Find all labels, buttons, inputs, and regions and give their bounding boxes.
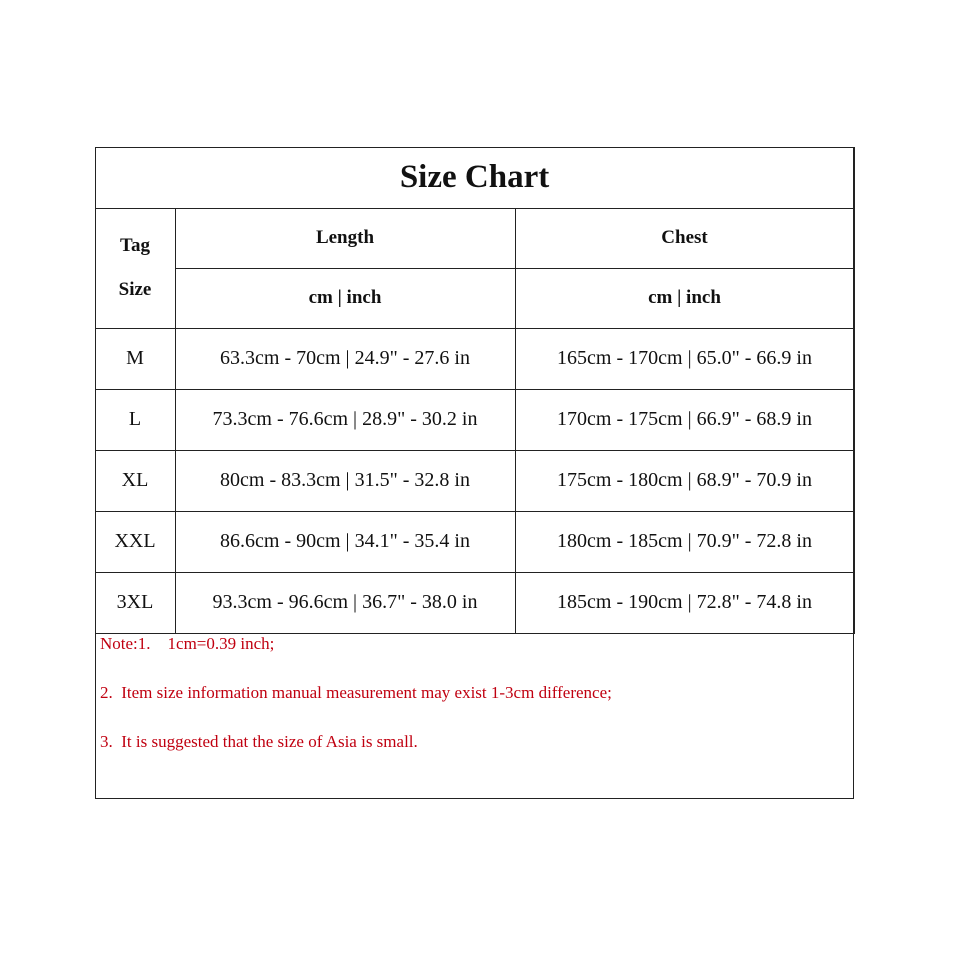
size-chart: [95, 147, 854, 799]
size-cell: M: [95, 328, 175, 389]
table-row: [95, 389, 854, 450]
note-1: Note:1. 1cm=0.39 inch;: [100, 634, 275, 653]
chart-title: Size Chart: [95, 147, 854, 208]
chest-cell: 175cm - 180cm | 68.9" - 70.9 in: [515, 450, 854, 511]
chest-cell: 165cm - 170cm | 65.0" - 66.9 in: [515, 328, 854, 389]
chest-units-header: cm | inch: [515, 268, 854, 328]
length-cell: 86.6cm - 90cm | 34.1" - 35.4 in: [175, 511, 515, 572]
chest-header: Chest: [515, 208, 854, 268]
length-cell: 63.3cm - 70cm | 24.9" - 27.6 in: [175, 328, 515, 389]
size-table: [95, 147, 855, 634]
size-label: Size: [118, 279, 152, 300]
tag-label: Tag: [120, 235, 150, 256]
size-cell: L: [95, 389, 175, 450]
length-cell: 73.3cm - 76.6cm | 28.9" - 30.2 in: [175, 389, 515, 450]
table-row: [95, 450, 854, 511]
size-cell: XXL: [95, 511, 175, 572]
tag-size-header: [95, 208, 175, 328]
notes: [100, 634, 612, 781]
note-3: 3. It is suggested that the size of Asia is small.: [100, 732, 418, 751]
table-row: [95, 328, 854, 389]
length-cell: 93.3cm - 96.6cm | 36.7" - 38.0 in: [175, 572, 515, 633]
chest-cell: 185cm - 190cm | 72.8" - 74.8 in: [515, 572, 854, 633]
chest-cell: 170cm - 175cm | 66.9" - 68.9 in: [515, 389, 854, 450]
note-2: 2. Item size information manual measurement may exist 1-3cm difference;: [100, 683, 612, 702]
table-row: [95, 572, 854, 633]
length-units-header: cm | inch: [175, 268, 515, 328]
table-row: [95, 511, 854, 572]
length-cell: 80cm - 83.3cm | 31.5" - 32.8 in: [175, 450, 515, 511]
size-cell: 3XL: [95, 572, 175, 633]
size-cell: XL: [95, 450, 175, 511]
length-header: Length: [175, 208, 515, 268]
chest-cell: 180cm - 185cm | 70.9" - 72.8 in: [515, 511, 854, 572]
